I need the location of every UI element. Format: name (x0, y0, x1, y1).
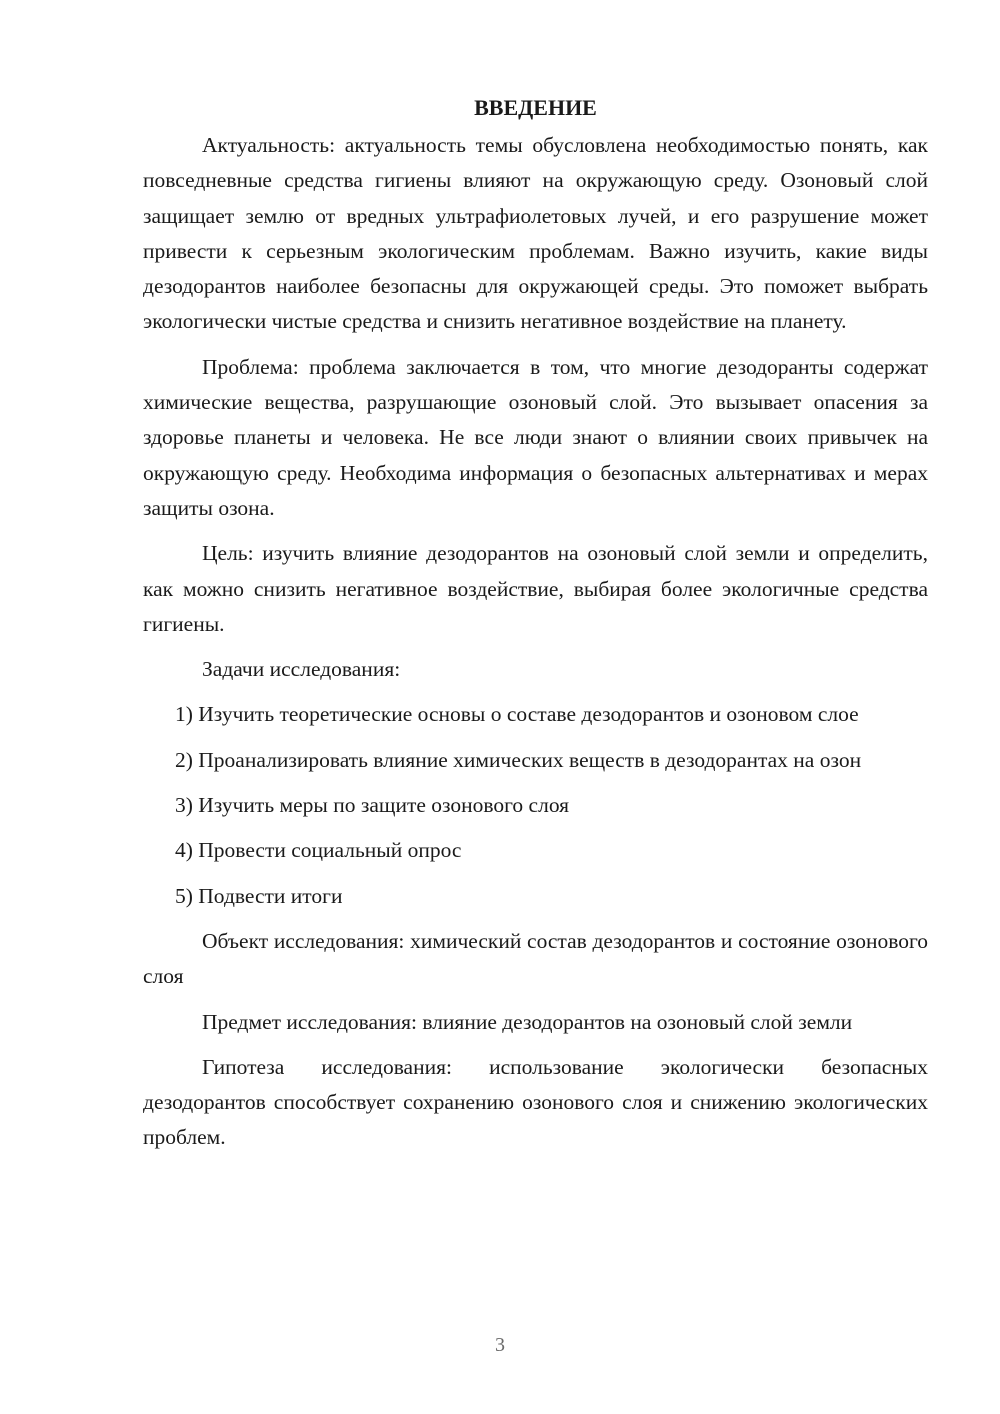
paragraph-object: Объект исследования: химический состав дезодорантов и состояние озонового слоя (143, 928, 928, 989)
paragraph-hypothesis: Гипотеза исследования: использование экологически безопасных дезодорантов способствует сохранению озонового слоя и снижению экологических проблем. (143, 1054, 928, 1150)
task-item-2: 2) Проанализировать влияние химических веществ в дезодорантах на озон (175, 747, 862, 772)
document-page (143, 90, 928, 1166)
paragraph-problem: Проблема: проблема заключается в том, что многие дезодоранты содержат химические вещества, разрушающие озоновый слой. Это вызывает опасения за здоровье планеты и человека. Не все люди знают о влиянии своих привычек на окружающую среду. Необходима информация о безопасных альтернативах и мерах защиты озона. (143, 354, 928, 520)
paragraph-goal: Цель: изучить влияние дезодорантов на озоновый слой земли и определить, как можно снизить негативное воздействие, выбирая более экологичные средства гигиены. (143, 541, 928, 636)
paragraph-relevance: Актуальность: актуальность темы обусловлена необходимостью понять, как повседневные средства гигиены влияют на окружающую среду. Озоновый слой защищает землю от вредных ультрафиолетовых лучей, и его разрушение может привести к серьезным экологическим проблемам. Важно изучить, какие виды дезодорантов наиболее безопасны для окружающей среды. Это поможет выбрать экологически чистые средства и снизить негативное воздействие на планету. (143, 133, 928, 334)
page-number: 3 (495, 1334, 505, 1356)
tasks-heading: Задачи исследования: (202, 657, 401, 682)
task-item-4: 4) Провести социальный опрос (175, 838, 462, 863)
page-title: ВВЕДЕНИЕ (474, 95, 597, 120)
task-item-1: 1) Изучить теоретические основы о составе дезодорантов и озоновом слое (175, 702, 859, 727)
task-item-3: 3) Изучить меры по защите озонового слоя (175, 793, 570, 818)
task-item-5: 5) Подвести итоги (175, 883, 343, 908)
paragraph-subject: Предмет исследования: влияние дезодорантов на озоновый слой земли (202, 1009, 853, 1034)
